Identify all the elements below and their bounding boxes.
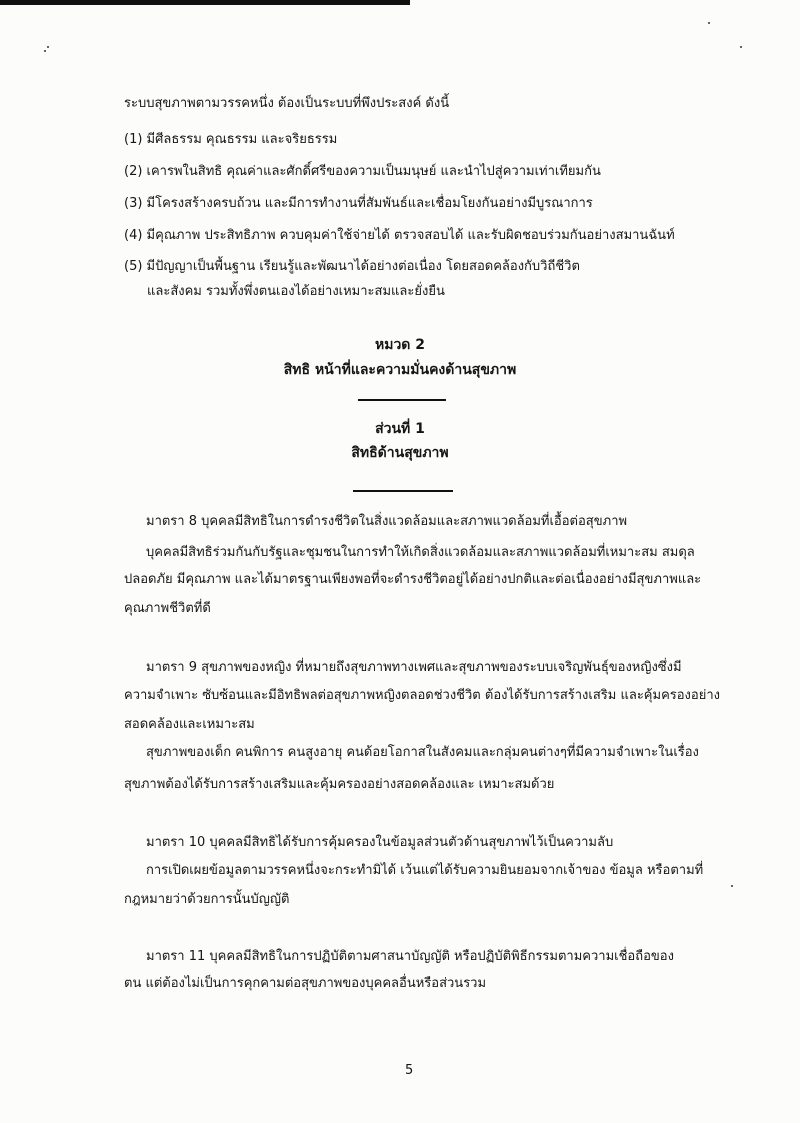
scan-speck — [47, 46, 49, 48]
section-divider — [353, 490, 453, 492]
section-8-heading: มาตรา 8 บุคคลมีสิทธิในการดำรงชีวิตในสิ่งแวดล้อมและสภาพแวดล้อมที่เอื้อต่อสุขภาพ — [146, 514, 628, 529]
intro-text: ระบบสุขภาพตามวรรคหนึ่ง ต้องเป็นระบบที่พึงประสงค์ ดังนี้ — [124, 96, 450, 111]
list-item-continued: และสังคม รวมทั้งพึ่งตนเองได้อย่างเหมาะสมและยั่งยืน — [147, 284, 445, 299]
section-9-text: สุขภาพของเด็ก คนพิการ คนสูงอายุ คนด้อยโอกาสในสังคมและกลุ่มคนต่างๆที่มีความจำเพาะในเรื่อง — [146, 745, 699, 760]
section-9-text: สุขภาพต้องได้รับการสร้างเสริมและคุ้มครองอย่างสอดคล้องและ เหมาะสมด้วย — [124, 777, 555, 792]
part-title: สิทธิด้านสุขภาพ — [351, 445, 449, 461]
section-8-text: คุณภาพชีวิตที่ดี — [124, 601, 211, 616]
section-9-text: สอดคล้องและเหมาะสม — [124, 717, 255, 732]
section-10-text: กฎหมายว่าด้วยการนั้นบัญญัติ — [124, 892, 290, 907]
heading-divider — [358, 399, 446, 401]
list-item: (3) มีโครงสร้างครบถ้วน และมีการทำงานที่สัมพันธ์และเชื่อมโยงกันอย่างมีบูรณาการ — [124, 196, 593, 211]
scan-speck — [44, 50, 46, 52]
list-item: (2) เคารพในสิทธิ คุณค่าและศักดิ์ศรีของความเป็นมนุษย์ และนำไปสู่ความเท่าเทียมกัน — [124, 164, 601, 179]
part-number: ส่วนที่ 1 — [375, 421, 425, 437]
scan-speck — [708, 22, 710, 24]
page-number: 5 — [405, 1063, 414, 1078]
section-11-text: ตน แต่ต้องไม่เป็นการคุกคามต่อสุขภาพของบุคคลอื่นหรือส่วนรวม — [124, 976, 487, 991]
section-11-heading: มาตรา 11 บุคคลมีสิทธิในการปฏิบัติตามศาสนาบัญญัติ หรือปฏิบัติพิธีกรรมตามความเชื่อถือของ — [146, 949, 674, 964]
section-10-text: การเปิดเผยข้อมูลตามวรรคหนึ่งจะกระทำมิได้ เว้นแต่ได้รับความยินยอมจากเจ้าของ ข้อมูล หรือตามที่ — [146, 863, 704, 878]
section-8-text: ปลอดภัย มีคุณภาพ และได้มาตรฐานเพียงพอที่จะดำรงชีวิตอยู่ได้อย่างปกติและต่อเนื่องอย่างมีสุขภาพและ — [124, 572, 702, 587]
list-item: (4) มีคุณภาพ ประสิทธิภาพ ควบคุมค่าใช้จ่ายได้ ตรวจสอบได้ และรับผิดชอบร่วมกันอย่างสมานฉันท์ — [124, 228, 675, 243]
section-9-heading: มาตรา 9 สุขภาพของหญิง ที่หมายถึงสุขภาพทางเพศและสุขภาพของระบบเจริญพันธุ์ของหญิงซึ่งมี — [146, 660, 682, 675]
chapter-title: สิทธิ หน้าที่และความมั่นคงด้านสุขภาพ — [283, 362, 517, 378]
section-9-text: ความจำเพาะ ซับซ้อนและมีอิทธิพลต่อสุขภาพหญิงตลอดช่วงชีวิต ต้องได้รับการสร้างเสริม และคุ้มครองอย่าง — [124, 688, 720, 703]
section-8-text: บุคคลมีสิทธิร่วมกันกับรัฐและชุมชนในการทำให้เกิดสิ่งแวดล้อมและสภาพแวดล้อมที่เหมาะสม สมดุล — [146, 545, 695, 560]
list-item: (1) มีศีลธรรม คุณธรรม และจริยธรรม — [124, 132, 338, 147]
scan-speck — [731, 885, 733, 887]
scan-speck — [740, 46, 742, 48]
section-10-heading: มาตรา 10 บุคคลมีสิทธิได้รับการคุ้มครองในข้อมูลส่วนตัวด้านสุขภาพไว้เป็นความลับ — [146, 835, 614, 850]
scan-top-border — [0, 0, 410, 5]
list-item: (5) มีปัญญาเป็นพื้นฐาน เรียนรู้และพัฒนาได้อย่างต่อเนื่อง โดยสอดคล้องกับวิถีชีวิต — [124, 259, 580, 274]
chapter-number: หมวด 2 — [374, 337, 426, 353]
